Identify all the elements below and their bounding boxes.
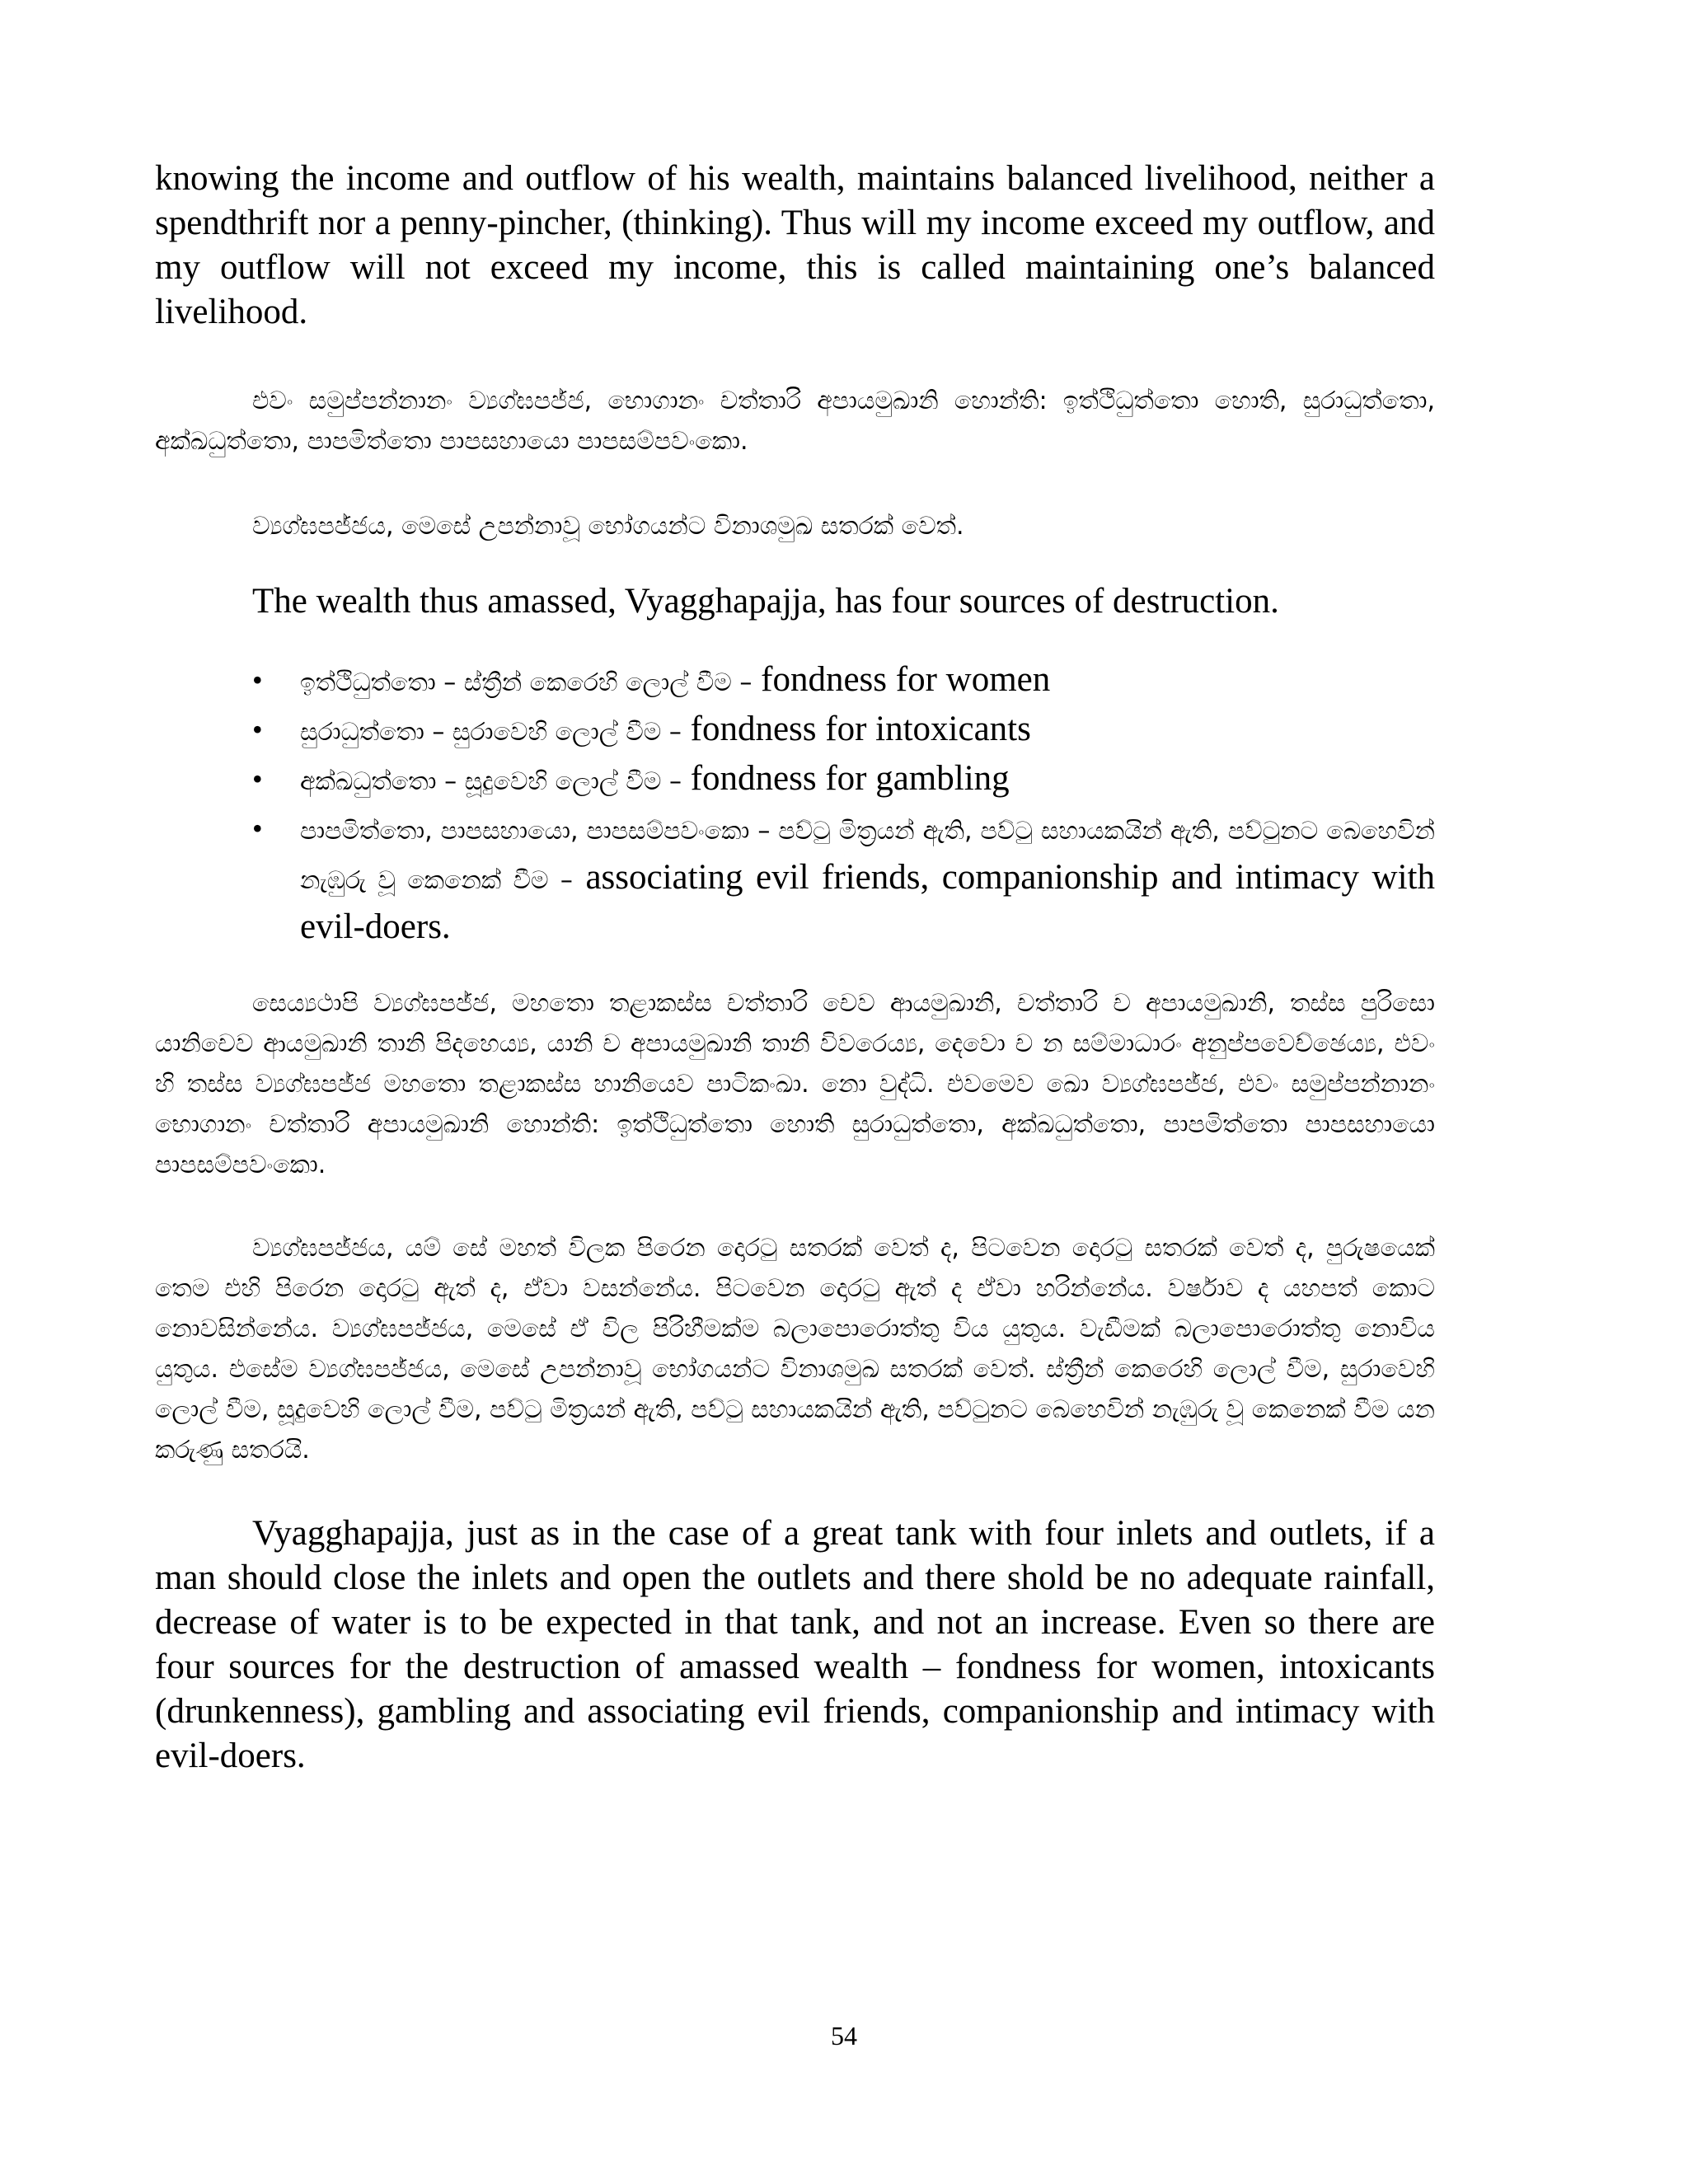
pali-verse-sources-of-destruction: එවං සමුප්පන්නානං ව්‍යග්ඝපජ්ජ, භොගානං චත්තාරි අපායමුඛානි හොන්ති: ඉත්ථිධුත්තො හොති, සුරාධුත්තො, අක්ඛධුත්තො, පාපමිත්තො පාපසහායො පාපසම්පවංකො. — [155, 387, 1435, 456]
english-translation-line: The wealth thus amassed, Vyagghapajja, has four sources of destruction. — [252, 582, 1279, 621]
list-item — [252, 805, 1435, 950]
bullet-icon: • — [252, 713, 263, 746]
list-item-english: fondness for gambling — [690, 759, 1010, 798]
list-item-english: fondness for women — [761, 660, 1051, 699]
list-item-english: fondness for intoxicants — [690, 710, 1031, 748]
list-item-english: associating evil friends, companionship and intimacy with evil-doers. — [300, 858, 1436, 946]
paragraph-balanced-livelihood: knowing the income and outflow of his wealth, maintains balanced livelihood, neither a spendthrift nor a penny-pincher, (thinking). Thus will my income exceed my outflow, and my outflow will not exceed my income, this is called maintaining one’s balanced livelihood. — [155, 159, 1435, 331]
english-simile-great-tank: Vyagghapajja, just as in the case of a great tank with four inlets and outlets, if a man should close the inlets and open the outlets and there shold be no adequate rainfall, decrease of water is to be expected in that tank, and not an increase. Even so there are four sources for the destruction of amassed wealth – fondness for women, intoxicants (drunkenness), gambling and associating evil friends, companionship and intimacy with evil-doers. — [155, 1514, 1435, 1775]
list-item — [252, 657, 1435, 706]
page-number: 54 — [831, 2021, 857, 2050]
list-item — [252, 706, 1435, 756]
list-item-sinhala: ඉත්ථිධුත්තො – ස්ත්‍රීන් කෙරෙහි ලොල් වීම – — [300, 668, 753, 697]
bullet-icon: • — [252, 812, 263, 845]
list-item — [252, 756, 1435, 805]
bullet-icon: • — [252, 663, 263, 696]
page-body — [155, 157, 1435, 1779]
sinhala-translation-line: ව්‍යග්ඝපජ්ජය, මෙසේ උපන්නාවූ භෝගයන්ට විනාශමුඛ සතරක් වෙත්. — [252, 512, 964, 541]
list-item-sinhala: පාපමිත්තො, පාපසහායො, පාපසම්පවංකො – පව්ටු මිත්‍රයන් ඇති, පව්ටු සහායකයින් ඇති, පව්ටුනට බෙහෙවින් නැඹුරු වූ කෙනෙක් වීම – — [300, 817, 1435, 895]
destruction-sources-list — [252, 657, 1435, 950]
bullet-icon: • — [252, 762, 263, 795]
list-item-sinhala: සුරාධුත්තො – සුරාවෙහි ලොල් වීම – — [300, 718, 682, 747]
sinhala-simile-great-tank: ව්‍යග්ඝපජ්ජය, යම් සේ මහත් විලක පිරෙන දොරටු සතරක් වෙත් ද, පිටවෙන දොරටු සතරක් වෙත් ද, පුරුෂයෙක් තෙම එහි පිරෙන දොරටු ඇත් ද, ඒවා වසන්නේය. පිටවෙන දොරටු ඇත් ද ඒවා හරින්නේය. වර්ෂාව ද යහපත් කොට නොවසින්නේය. ව්‍යග්ඝපජ්ජය, මෙසේ ඒ විල පිරිහීමක්ම බලාපොරොත්තු විය යුතුය. වැඩීමක් බලාපොරොත්තු නොවිය යුතුය. එසේම ව්‍යග්ඝපජ්ජය, මෙසේ උපන්නාවූ භෝගයන්ට විනාශමුඛ සතරක් වෙත්. ස්ත්‍රීන් කෙරෙහි ලොල් වීම, සුරාවෙහි ලොල් වීම, සූදුවෙහි ලොල් වීම, පව්ටු මිත්‍රයන් ඇති, පව්ටු සහායකයින් ඇති, පව්ටුනට බෙහෙවින් නැඹුරු වූ කෙනෙක් වීම යන කරුණු සතරයි. — [155, 1234, 1435, 1465]
pali-simile-great-tank: සෙය්‍යථාපි ව්‍යග්ඝපජ්ජ, මහතො තළාකස්ස චත්තාරි චෙව ආයමුඛානි, චත්තාරි ච අපායමුඛානි, තස්ස පුරිසො යානිචෙව ආයමුඛානි තානි පිදහෙය්‍ය, යානි ච අපායමුඛානි තානි විවරෙය්‍ය, දෙවො ච න සම්මාධාරං අනුප්පවෙච්ඡෙය්‍ය, එවං හි තස්ස ව්‍යග්ඝපජ්ජ මහතො තළාකස්ස හානියෙව පාටිකංඛා. නො වුද්ධි. එවමෙව ඛො ව්‍යග්ඝපජ්ජ, එවං සමුප්පන්නානං භොගානං චත්තාරි අපායමුඛානි හොන්ති: ඉත්ථිධුත්තො හොති සුරාධුත්තො, අක්ඛධුත්තො, පාපමිත්තො පාපසහායො පාපසම්පවංකො. — [155, 989, 1435, 1179]
list-item-sinhala: අක්ඛධුත්තො – සූදුවෙහි ලොල් වීම – — [300, 767, 682, 796]
